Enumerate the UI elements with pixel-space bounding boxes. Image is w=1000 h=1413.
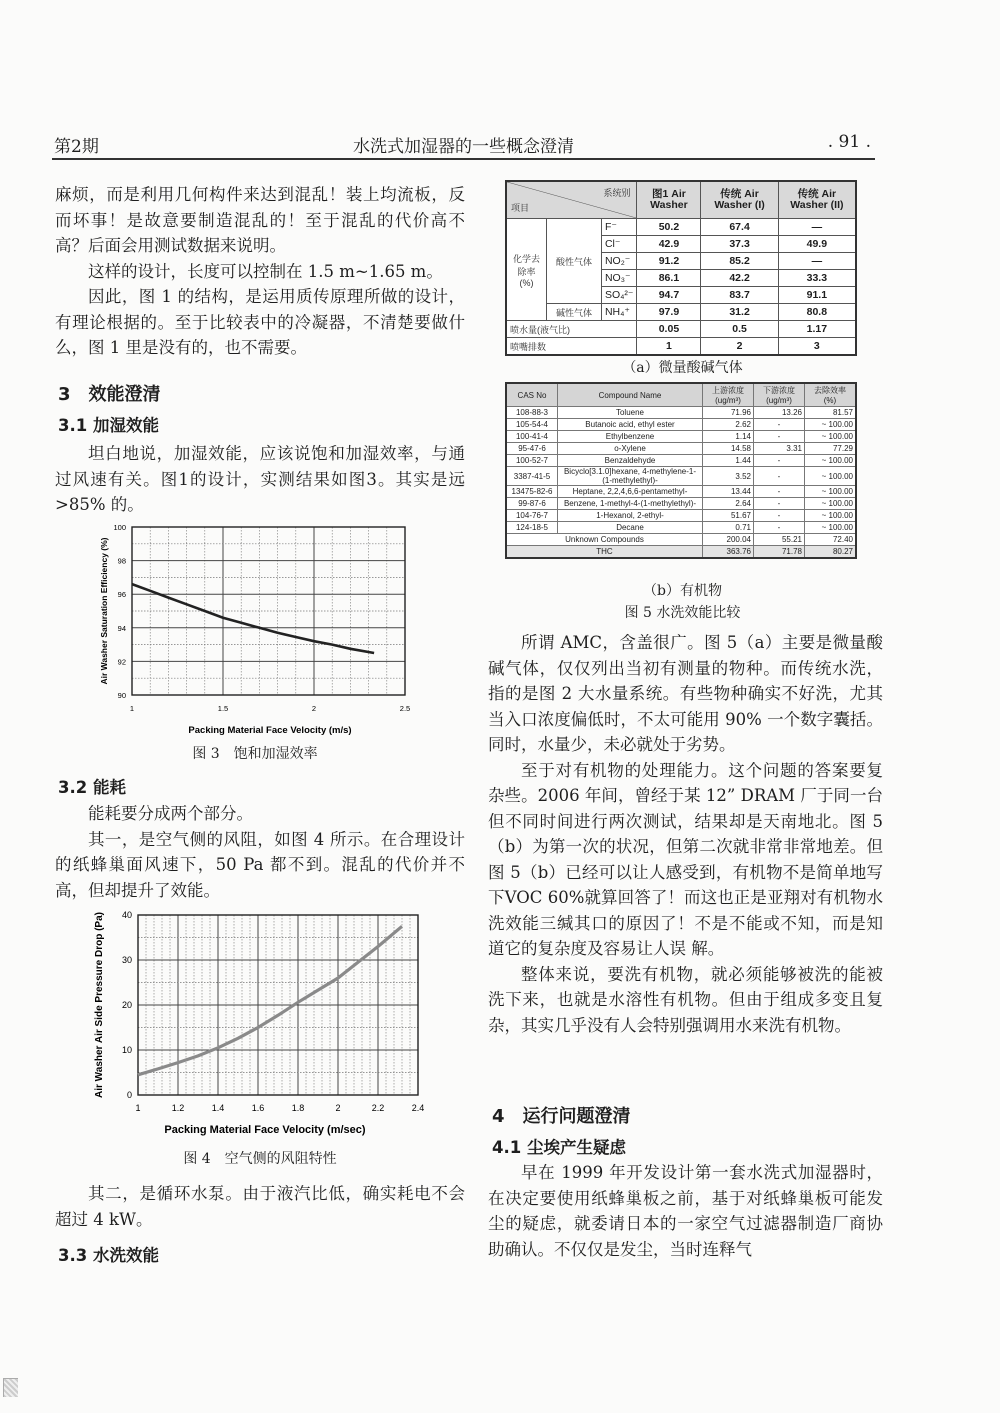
figure-3-chart <box>90 515 420 740</box>
thc-row: THC 363.76 71.78 80.27 <box>506 546 856 559</box>
table-row: 碱性气体 NH₄⁺ 97.9 31.2 80.8 <box>506 304 856 321</box>
svg-text:20: 20 <box>121 1000 132 1010</box>
svg-text:90: 90 <box>117 691 126 700</box>
svg-text:1.2: 1.2 <box>171 1103 185 1113</box>
table-row: 喷嘴排数 1 2 3 <box>506 338 856 356</box>
table-row: 124-18-5 Decane 0.71 - ~ 100.00 <box>506 522 856 534</box>
acid-gas-label: 酸性气体 <box>547 219 602 304</box>
table-organic-compounds <box>505 382 857 559</box>
svg-text:10: 10 <box>121 1045 132 1055</box>
base-gas-label: 碱性气体 <box>547 304 602 321</box>
running-title: 水洗式加湿器的一些概念澄清 <box>353 137 574 157</box>
svg-text:100: 100 <box>113 523 126 532</box>
x-tick-labels <box>135 1103 424 1113</box>
paragraph: 其一，是空气侧的风阻，如图 4 所示。在合理设计的纸蜂巢面风速下，50 Pa 都不到。混乱的代价并不高，但却提升了效能。 <box>55 829 465 900</box>
y-axis-label: Air Washer Air Side Pressure Drop (Pa) <box>94 912 105 1098</box>
paragraph: 因此，图 1 的结构，是运用质传原理所做的设计，有理论根据的。至于比较表中的冷凝器，不清楚要做什么，图 1 里是没有的，也不需要。 <box>55 287 465 357</box>
table-row: 100-52-7 Benzaldehyde 1.44 - ~ 100.00 <box>506 455 856 467</box>
section-3-2-body <box>55 801 465 903</box>
paragraph: 整体来说，要洗有机物，就必须能够被洗的能被洗下来，也就是水溶性有机物。但由于组成多变且复杂，其实几乎没有人会特别强调用水来洗有机物。 <box>488 964 883 1035</box>
table-row: NO₂⁻ 91.2 85.2 — <box>506 253 856 270</box>
table-row: 13475-82-6 Heptane, 2,2,4,6,6-pentamethyl- 13.44 - ~ 100.00 <box>506 486 856 498</box>
svg-text:0: 0 <box>126 1090 132 1100</box>
paragraph: 所谓 AMC，含盖很广。图 5（a）主要是微量酸碱气体，仅仅列出当初有测量的物种。而传统水洗，指的是图 2 大水量系统。有些物种确实不好洗，尤其当入口浓度偏低时，不太可能用 90% 一个数字囊括。同时，水量少，未必就处于劣势。 <box>488 633 883 754</box>
table-row: 108-88-3 Toluene 71.96 13.26 81.57 <box>506 407 856 419</box>
x-axis-label: Packing Material Face Velocity (m/s) <box>188 725 352 736</box>
right-body <box>488 630 883 1038</box>
table-row: SO₄²⁻ 94.7 83.7 91.1 <box>506 287 856 304</box>
table-row: 化学去除率 (%) 酸性气体 F⁻ 50.2 67.4 — <box>506 219 856 236</box>
y-tick-labels <box>113 523 126 700</box>
left-intro <box>55 182 465 361</box>
table-header-row: CAS No Compound Name 上游浓度 (ug/m³) 下游浓度 (ug/m³) 去除效率 (%) <box>506 383 856 407</box>
svg-text:2: 2 <box>311 704 317 713</box>
svg-text:1.4: 1.4 <box>211 1103 225 1113</box>
chart-grid <box>132 527 405 695</box>
chart-grid <box>138 915 418 1095</box>
svg-text:40: 40 <box>121 910 132 920</box>
svg-text:1.6: 1.6 <box>251 1103 265 1113</box>
figure-3-caption: 图 3 饱和加湿效率 <box>192 746 318 762</box>
table-row: 105-54-4 Butanoic acid, ethyl ester 2.62 - ~ 100.00 <box>506 419 856 431</box>
issue-number: 第2期 <box>54 137 99 157</box>
svg-text:1.8: 1.8 <box>291 1103 305 1113</box>
table-row: NO₃⁻ 86.1 42.2 33.3 <box>506 270 856 287</box>
paragraph: 麻烦，而是利用几何构件来达到混乱！装上均流板，反而坏事！是故意要制造混乱的！至于混乱的代价高不高？后面会用测试数据来说明。 <box>55 185 465 255</box>
svg-text:94: 94 <box>117 623 126 633</box>
svg-text:1: 1 <box>135 1103 141 1113</box>
svg-text:1.5: 1.5 <box>217 704 229 713</box>
figure-4-caption: 图 4 空气侧的风阻特性 <box>183 1151 337 1167</box>
svg-text:2.5: 2.5 <box>399 704 411 713</box>
table-row: 100-41-4 Ethylbenzene 1.14 - ~ 100.00 <box>506 431 856 443</box>
table-row: 喷水量(液气比) 0.05 0.5 1.17 <box>506 321 856 338</box>
unknown-compounds-row: Unknown Compounds 200.04 55.21 72.40 <box>506 534 856 546</box>
figure-4-chart <box>85 905 435 1145</box>
paragraph: 其二，是循环水泵。由于液汽比低，确实耗电不会超过 4 kW。 <box>55 1184 465 1229</box>
table-row: Cl⁻ 42.9 37.3 49.9 <box>506 236 856 253</box>
column-header: 图1 Air Washer <box>637 181 701 219</box>
svg-text:1: 1 <box>129 704 135 713</box>
y-axis-label: Air Washer Saturation Efficiency (%) <box>99 537 109 685</box>
paragraph: 这样的设计，长度可以控制在 1.5 m~1.65 m。 <box>88 261 443 281</box>
running-header <box>52 128 875 160</box>
svg-text:96: 96 <box>117 590 126 600</box>
figure-5-caption: 图 5 水洗效能比较 <box>624 605 741 621</box>
section-3-3-heading: 3.3 水洗效能 <box>58 1246 159 1265</box>
svg-text:30: 30 <box>121 955 132 965</box>
svg-text:92: 92 <box>117 657 126 667</box>
paragraph: 能耗要分成两个部分。 <box>88 804 253 823</box>
section-3-2-heading: 3.2 能耗 <box>58 778 126 797</box>
group-label: 化学去除率 (%) <box>506 219 547 321</box>
table-corner-cell: 系统别 项目 <box>506 181 637 219</box>
section-4-1-heading: 4.1 尘埃产生疑虑 <box>492 1138 626 1157</box>
svg-text:2.2: 2.2 <box>371 1103 385 1113</box>
paragraph: 早在 1999 年开发设计第一套水洗式加湿器时，在决定要使用纸蜂巢板之前，基于对纸蜂巢板可能发尘的疑虑，就委请日本的一家空气过滤器制造厂商协助确认。不仅仅是发尘，当时连释气 <box>488 1163 883 1259</box>
section-3-1-heading: 3.1 加湿效能 <box>58 416 159 435</box>
y-tick-labels <box>122 910 132 1100</box>
svg-text:2.4: 2.4 <box>411 1103 425 1113</box>
section-4-heading: 4 运行问题澄清 <box>492 1106 631 1127</box>
x-axis-label: Packing Material Face Velocity (m/sec) <box>164 1124 366 1136</box>
paragraph: 至于对有机物的处理能力。这个问题的答案要复杂些。2006 年间，曾经于某 12” DRAM 厂于同一台但不同时间进行两次测试，结果却是天南地北。图 5（b）为第一次的状况，但第二次就非常非常地差。但图 5（b）已经可以让人感受到，有机物不是简单地写下VOC 60%就算回答了！而这也正是亚翔对有机物水洗效能三缄其口的原因了！不是不能或不知，而是知道它的复杂度及容易让人误 解。 <box>488 760 883 958</box>
scan-artifact <box>3 1378 18 1397</box>
table-acid-base-gas <box>505 180 857 356</box>
column-header: 传统 Air Washer (II) <box>778 181 856 219</box>
x-tick-labels <box>130 704 410 713</box>
svg-text:2: 2 <box>335 1103 341 1113</box>
table-row: 95-47-6 o-Xylene 14.58 3.31 77.29 <box>506 443 856 455</box>
paragraph: 坦白地说，加湿效能，应该说饱和加湿效率，与通过风速有关。图1的设计，实测结果如图3。其实是远>85% 的。 <box>55 444 465 514</box>
table-row: 3387-41-5 Bicyclo[3.1.0]hexane, 4-methylene-1-(1-methylethyl)- 3.52 - ~ 100.00 <box>506 467 856 486</box>
table-a-caption: （a）微量酸碱气体 <box>622 360 743 376</box>
page-number: . 91 . <box>827 132 871 152</box>
table-row: 99-87-6 Benzene, 1-methyl-4-(1-methylethyl)- 2.64 - ~ 100.00 <box>506 498 856 510</box>
section-3-heading: 3 效能澄清 <box>58 384 161 405</box>
table-row: 104-76-7 1-Hexanol, 2-ethyl- 51.67 - ~ 100.00 <box>506 510 856 522</box>
svg-text:98: 98 <box>117 556 126 566</box>
table-b-caption: （b）有机物 <box>643 583 722 599</box>
column-header: 传统 Air Washer (I) <box>701 181 778 219</box>
